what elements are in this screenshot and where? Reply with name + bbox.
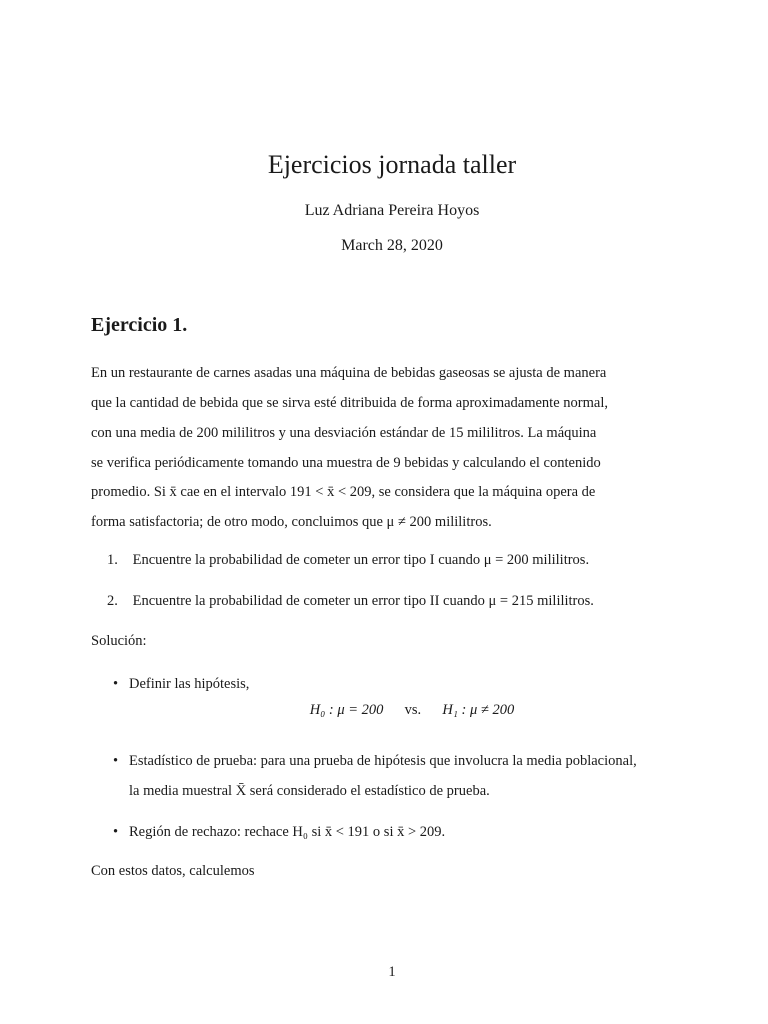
task-text: Encuentre la probabilidad de cometer un error tipo I cuando μ = 200 mililitros. [132, 552, 590, 568]
bullet-glyph: • [113, 753, 119, 769]
task-item-1 [107, 550, 589, 570]
author-name: Luz Adriana Pereira Hoyos [304, 202, 480, 219]
task-number: 1. [107, 552, 118, 568]
closing-line: Con estos datos, calculemos [91, 863, 255, 879]
document-title: Ejercicios jornada taller [267, 150, 517, 179]
intro-line: que la cantidad de bebida que se sirva esté ditribuida de forma aproximadamente normal, [91, 395, 608, 411]
task-item-2 [107, 591, 594, 611]
intro-line: con una media de 200 mililitros y una desviación estándar de 15 mililitros. La máquina [91, 425, 597, 441]
versus-label: vs. [404, 702, 422, 718]
intro-line: forma satisfactoria; de otro modo, concluimos que μ ≠ 200 mililitros. [91, 514, 492, 530]
solution-label: Solución: [91, 633, 147, 649]
page-number: 1 [388, 964, 396, 980]
task-text: Encuentre la probabilidad de cometer un error tipo II cuando μ = 215 mililitros. [132, 593, 594, 609]
bullet-text-cont: la media muestral X̄ será considerado el estadístico de prueba. [129, 783, 490, 799]
bullet-text: Definir las hipótesis, [129, 676, 250, 692]
intro-line: se verifica periódicamente tomando una muestra de 9 bebidas y calculando el contenido [91, 455, 601, 471]
bullet-glyph: • [113, 676, 119, 692]
intro-line: promedio. Si x̄ cae en el intervalo 191 < x̄ < 209, se considera que la máquina opera de [91, 484, 596, 500]
task-number: 2. [107, 593, 118, 609]
bullet-text: Estadístico de prueba: para una prueba de hipótesis que involucra la media poblacional, [129, 753, 637, 769]
hypotheses-formula [0, 702, 768, 719]
bullet-glyph: • [113, 824, 119, 840]
document-date: March 28, 2020 [341, 237, 443, 254]
section-heading: Ejercicio 1. [91, 314, 188, 336]
alternative-hypothesis: H₁ : μ ≠ 200 [442, 702, 515, 718]
intro-line: En un restaurante de carnes asadas una máquina de bebidas gaseosas se ajusta de manera [91, 365, 607, 381]
null-hypothesis: H₀ : μ = 200 [309, 702, 384, 718]
bullet-text: Región de rechazo: rechace H₀ si x̄ < 191 o si x̄ > 209. [129, 824, 446, 840]
